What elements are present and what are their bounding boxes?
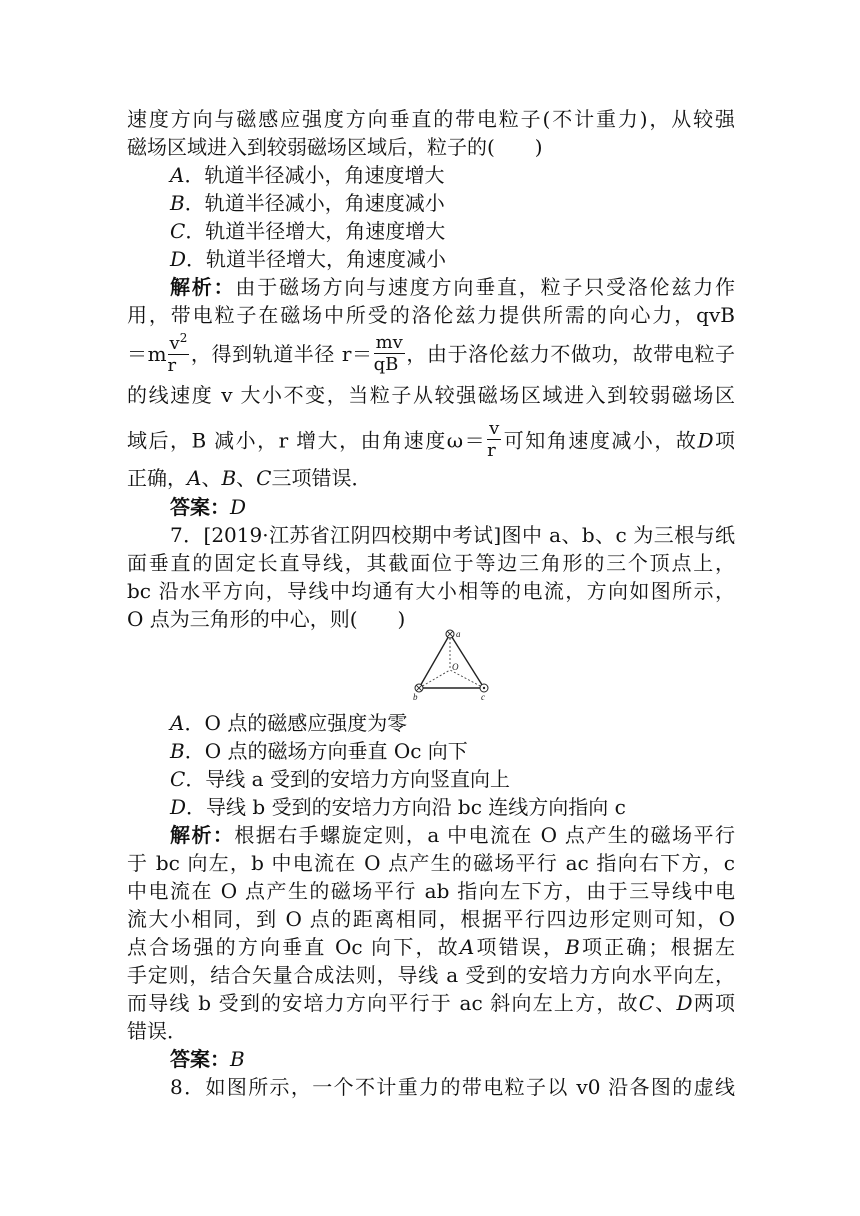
fraction-mv-over-qb: $\frac{mv}{qB}$ [373,331,403,375]
side-ab [419,634,450,688]
q6-option-d: D．轨道半径增大，角速度减小 [170,247,447,271]
q6-analysis-line-with-fraction: 域后，B 减小，r 增大，由角速度ω＝ $\frac{v}{r}$ 可知角速度减小，故D项 [127,418,736,461]
q7-option-c: C．导线 a 受到的安培力方向竖直向上 [170,767,510,791]
q7-answer: 答案：B [170,1047,245,1071]
wire-a-into-page-icon [446,630,454,638]
q7-analysis-line: 手定则，结合矢量合成法则，导线 a 受到的安培力方向水平向左， [127,963,735,987]
q7-analysis-line: 而导线 b 受到的安培力方向平行于 ac 斜向左上方，故C、D两项 [127,991,736,1015]
q6-analysis-line: 的线速度 v 大小不变，当粒子从较强磁场区域进入到较弱磁场区 [127,383,735,407]
q7-stem-line: O 点为三角形的中心，则( ) [127,607,406,631]
q7-analysis-line: 于 bc 向左，b 中电流在 O 点产生的磁场平行 ac 指向右下方，c [127,851,735,875]
analysis-label: 解析： [170,275,236,299]
q7-option-a: A．O 点的磁感应强度为零 [170,711,408,735]
q7-analysis-line: 点合场强的方向垂直 Oc 向下，故A项错误，B项正确；根据左 [127,935,736,959]
q6-analysis-line: 用，带电粒子在磁场中所受的洛伦兹力提供所需的向心力，qvB [127,303,735,327]
q7-analysis-line: 中电流在 O 点产生的磁场平行 ab 指向左下方，由于三导线中电 [127,879,735,903]
answer-label: 答案： [170,1047,230,1071]
analysis-label: 解析： [170,823,235,847]
q6-option-b: B．轨道半径减小，角速度减小 [170,191,445,215]
q7-stem-line: 7．[2019·江苏省江阴四校期中考试]图中 a、b、c 为三根与纸 [170,523,735,547]
label-a: a [456,629,461,639]
q6-stem-line: 速度方向与磁感应强度方向垂直的带电粒子(不计重力)，从较强 [127,107,735,131]
label-b: b [413,692,418,702]
fraction-v-over-r: $\frac{v}{r}$ [487,418,500,461]
q7-analysis-line: 流大小相同，到 O 点的距离相同，根据平行四边形定则可知，O [127,907,735,931]
q6-stem-line: 磁场区域进入到较弱磁场区域后，粒子的( ) [127,135,543,159]
answer-label: 答案： [170,495,230,519]
q7-option-b: B．O 点的磁场方向垂直 Oc 向下 [170,739,468,763]
wire-c-out-of-page-icon [480,684,488,692]
triangle-wires-figure [408,626,498,702]
fraction-v2-over-r: $\frac{v^2}{r}$ [167,331,188,376]
wire-b-into-page-icon [415,684,423,692]
q6-analysis-line: 正确，A、B、C三项错误． [127,466,372,490]
q8-stem-line: 8．如图所示，一个不计重力的带电粒子以 v0 沿各图的虚线 [170,1075,735,1099]
q6-analysis-line: 解析：由于磁场方向与速度方向垂直，粒子只受洛伦兹力作 [170,275,736,299]
q7-analysis-line: 错误． [127,1019,187,1043]
label-o: O [452,662,459,672]
q7-stem-line: bc 沿水平方向，导线中均通有大小相等的电流，方向如图所示， [127,579,735,603]
q6-option-c: C．轨道半径增大，角速度增大 [170,219,446,243]
label-c: c [481,692,485,702]
side-ac [450,634,484,688]
q6-answer: 答案：D [170,495,247,519]
q7-option-d: D．导线 b 受到的安培力方向沿 bc 连线方向指向 c [170,795,626,819]
q6-option-a: A．轨道半径减小，角速度增大 [170,163,445,187]
q7-stem-line: 面垂直的固定长直导线，其截面位于等边三角形的三个顶点上， [127,551,735,575]
q7-analysis-line: 解析：根据右手螺旋定则，a 中电流在 O 点产生的磁场平行 [170,823,735,847]
q6-analysis-line-with-fractions: ＝m $\frac{v^2}{r}$ ，得到轨道半径 r＝ $\frac{mv}{qB}$ ，由于洛伦兹力不做功，故带电粒子 [127,331,736,376]
